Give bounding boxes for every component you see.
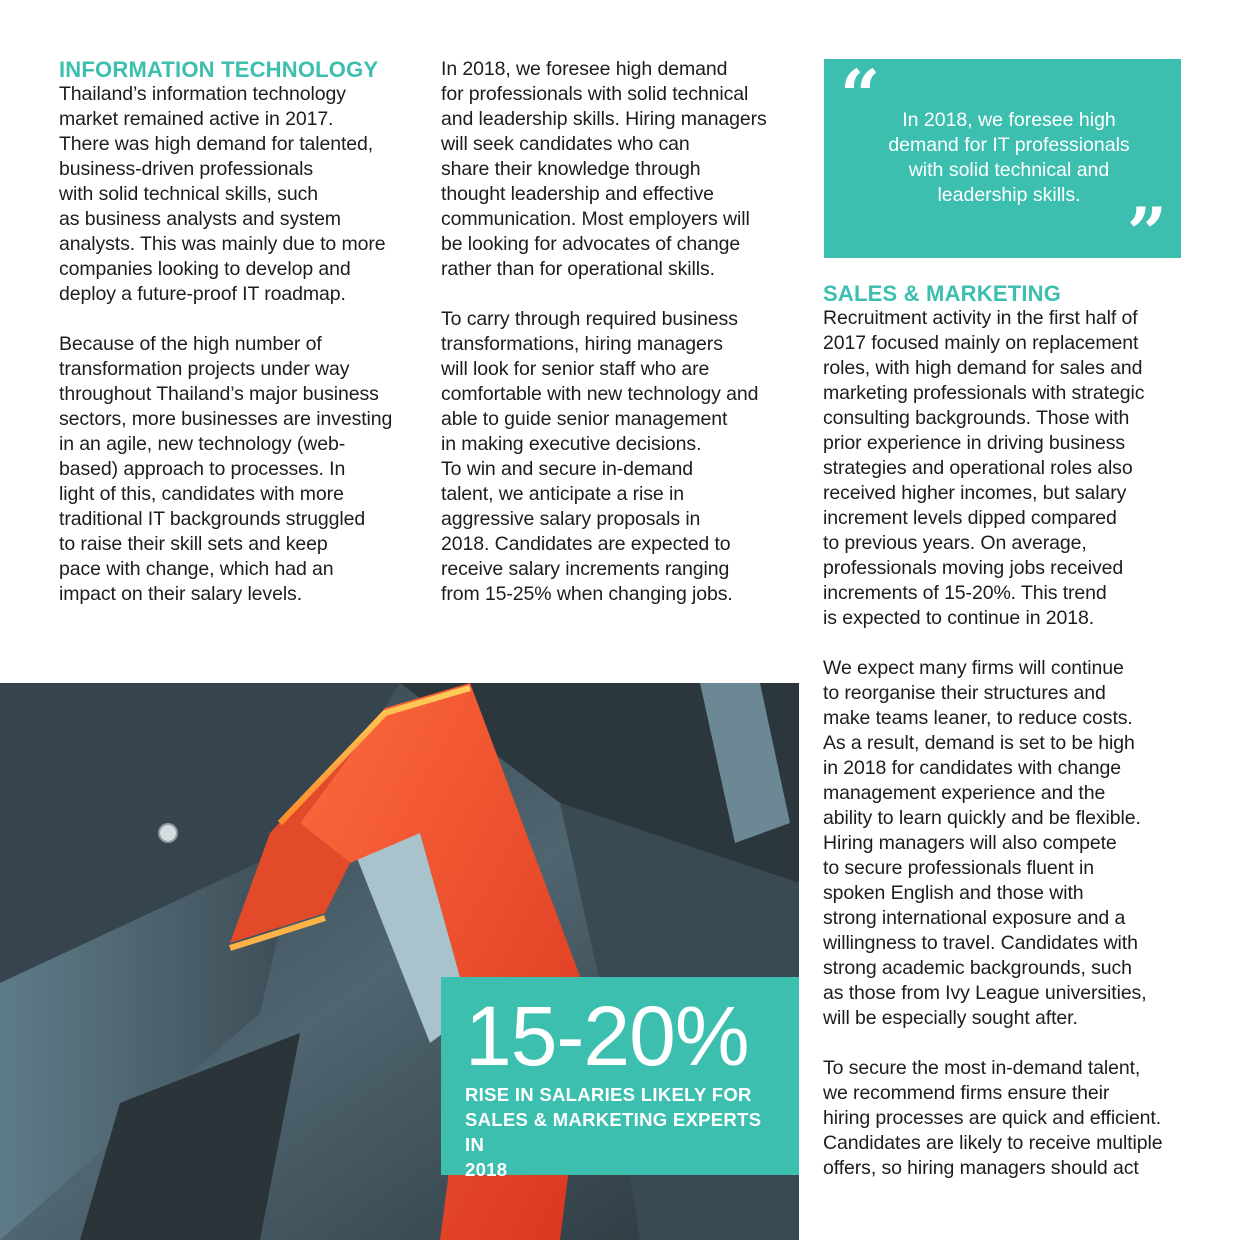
sales-section-column <box>823 281 1183 1181</box>
it-paragraph-3: In 2018, we foresee high demand for professionals with solid technical and leadership skills. Hiring managers will seek candidates who can share their knowledge through thought leadership and effective communication. Most employers will be looking for advocates of change rather than for operational skills. <box>441 58 767 280</box>
it-section-heading: INFORMATION TECHNOLOGY <box>59 57 379 82</box>
paragraph-gap <box>59 307 419 332</box>
sales-paragraph-3: To secure the most in-demand talent, we recommend firms ensure their hiring processes are quick and efficient. Candidates are likely to receive multiple offers, so hiring managers should act <box>823 1057 1163 1179</box>
paragraph-gap <box>441 282 801 307</box>
sales-section-heading: SALES & MARKETING <box>823 281 1062 306</box>
ceiling-light-icon <box>159 824 177 842</box>
paragraph-gap <box>823 1031 1183 1056</box>
sales-paragraph-2: We expect many firms will continue to reorganise their structures and make teams leaner, to reduce costs. As a result, demand is set to be high in 2018 for candidates with change management experience and the ability to learn quickly and be flexible. Hiring managers will also compete to secure professionals fluent in spoken English and those with strong international exposure and a willingness to travel. Candidates with strong academic backgrounds, such as those from Ivy League universities, will be especially sought after. <box>823 657 1147 1029</box>
close-quote-icon: ” <box>1126 192 1167 275</box>
pull-quote-text: In 2018, we foresee high demand for IT professionals with solid technical and leadership skills. <box>888 109 1130 206</box>
sales-paragraph-1: Recruitment activity in the first half of 2017 focused mainly on replacement roles, with high demand for sales and marketing professionals with strategic consulting backgrounds. Those with prior experience in driving business strategies and operational roles also received higher incomes, but salary increment levels dipped compared to previous years. On average, professionals moving jobs received increments of 15-20%. This trend is expected to continue in 2018. <box>823 307 1145 629</box>
it-paragraph-4: To carry through required business transformations, hiring managers will look for senior staff who are comfortable with new technology and able to guide senior management in making executive decisions. To win and secure in-demand talent, we anticipate a rise in aggressive salary proposals in 2018. Candidates are expected to receive salary increments ranging from 15-25% when changing jobs. <box>441 308 759 605</box>
stat-number: 15-20% <box>465 989 749 1083</box>
paragraph-gap <box>823 631 1183 656</box>
stat-caption: RISE IN SALARIES LIKELY FOR SALES & MARKETING EXPERTS IN 2018 <box>465 1084 762 1180</box>
it-paragraph-1: Thailand’s information technology market remained active in 2017. There was high demand for talented, business-driven professionals with solid technical skills, such as business analysts and system analysts. This was mainly due to more companies looking to develop and deploy a future-proof IT roadmap. <box>59 83 386 305</box>
it-section-column-1 <box>59 57 419 607</box>
it-paragraph-2: Because of the high number of transformation projects under way throughout Thailand’s major business sectors, more businesses are investing in an agile, new technology (web- based) approach to processes. In light of this, candidates with more traditional IT backgrounds struggled to raise their skill sets and keep pace with change, which had an impact on their salary levels. <box>59 333 393 605</box>
pull-quote-box <box>824 54 1181 275</box>
open-quote-icon: “ <box>840 54 881 137</box>
it-section-column-2 <box>441 57 801 607</box>
stat-callout-box <box>441 977 799 1180</box>
